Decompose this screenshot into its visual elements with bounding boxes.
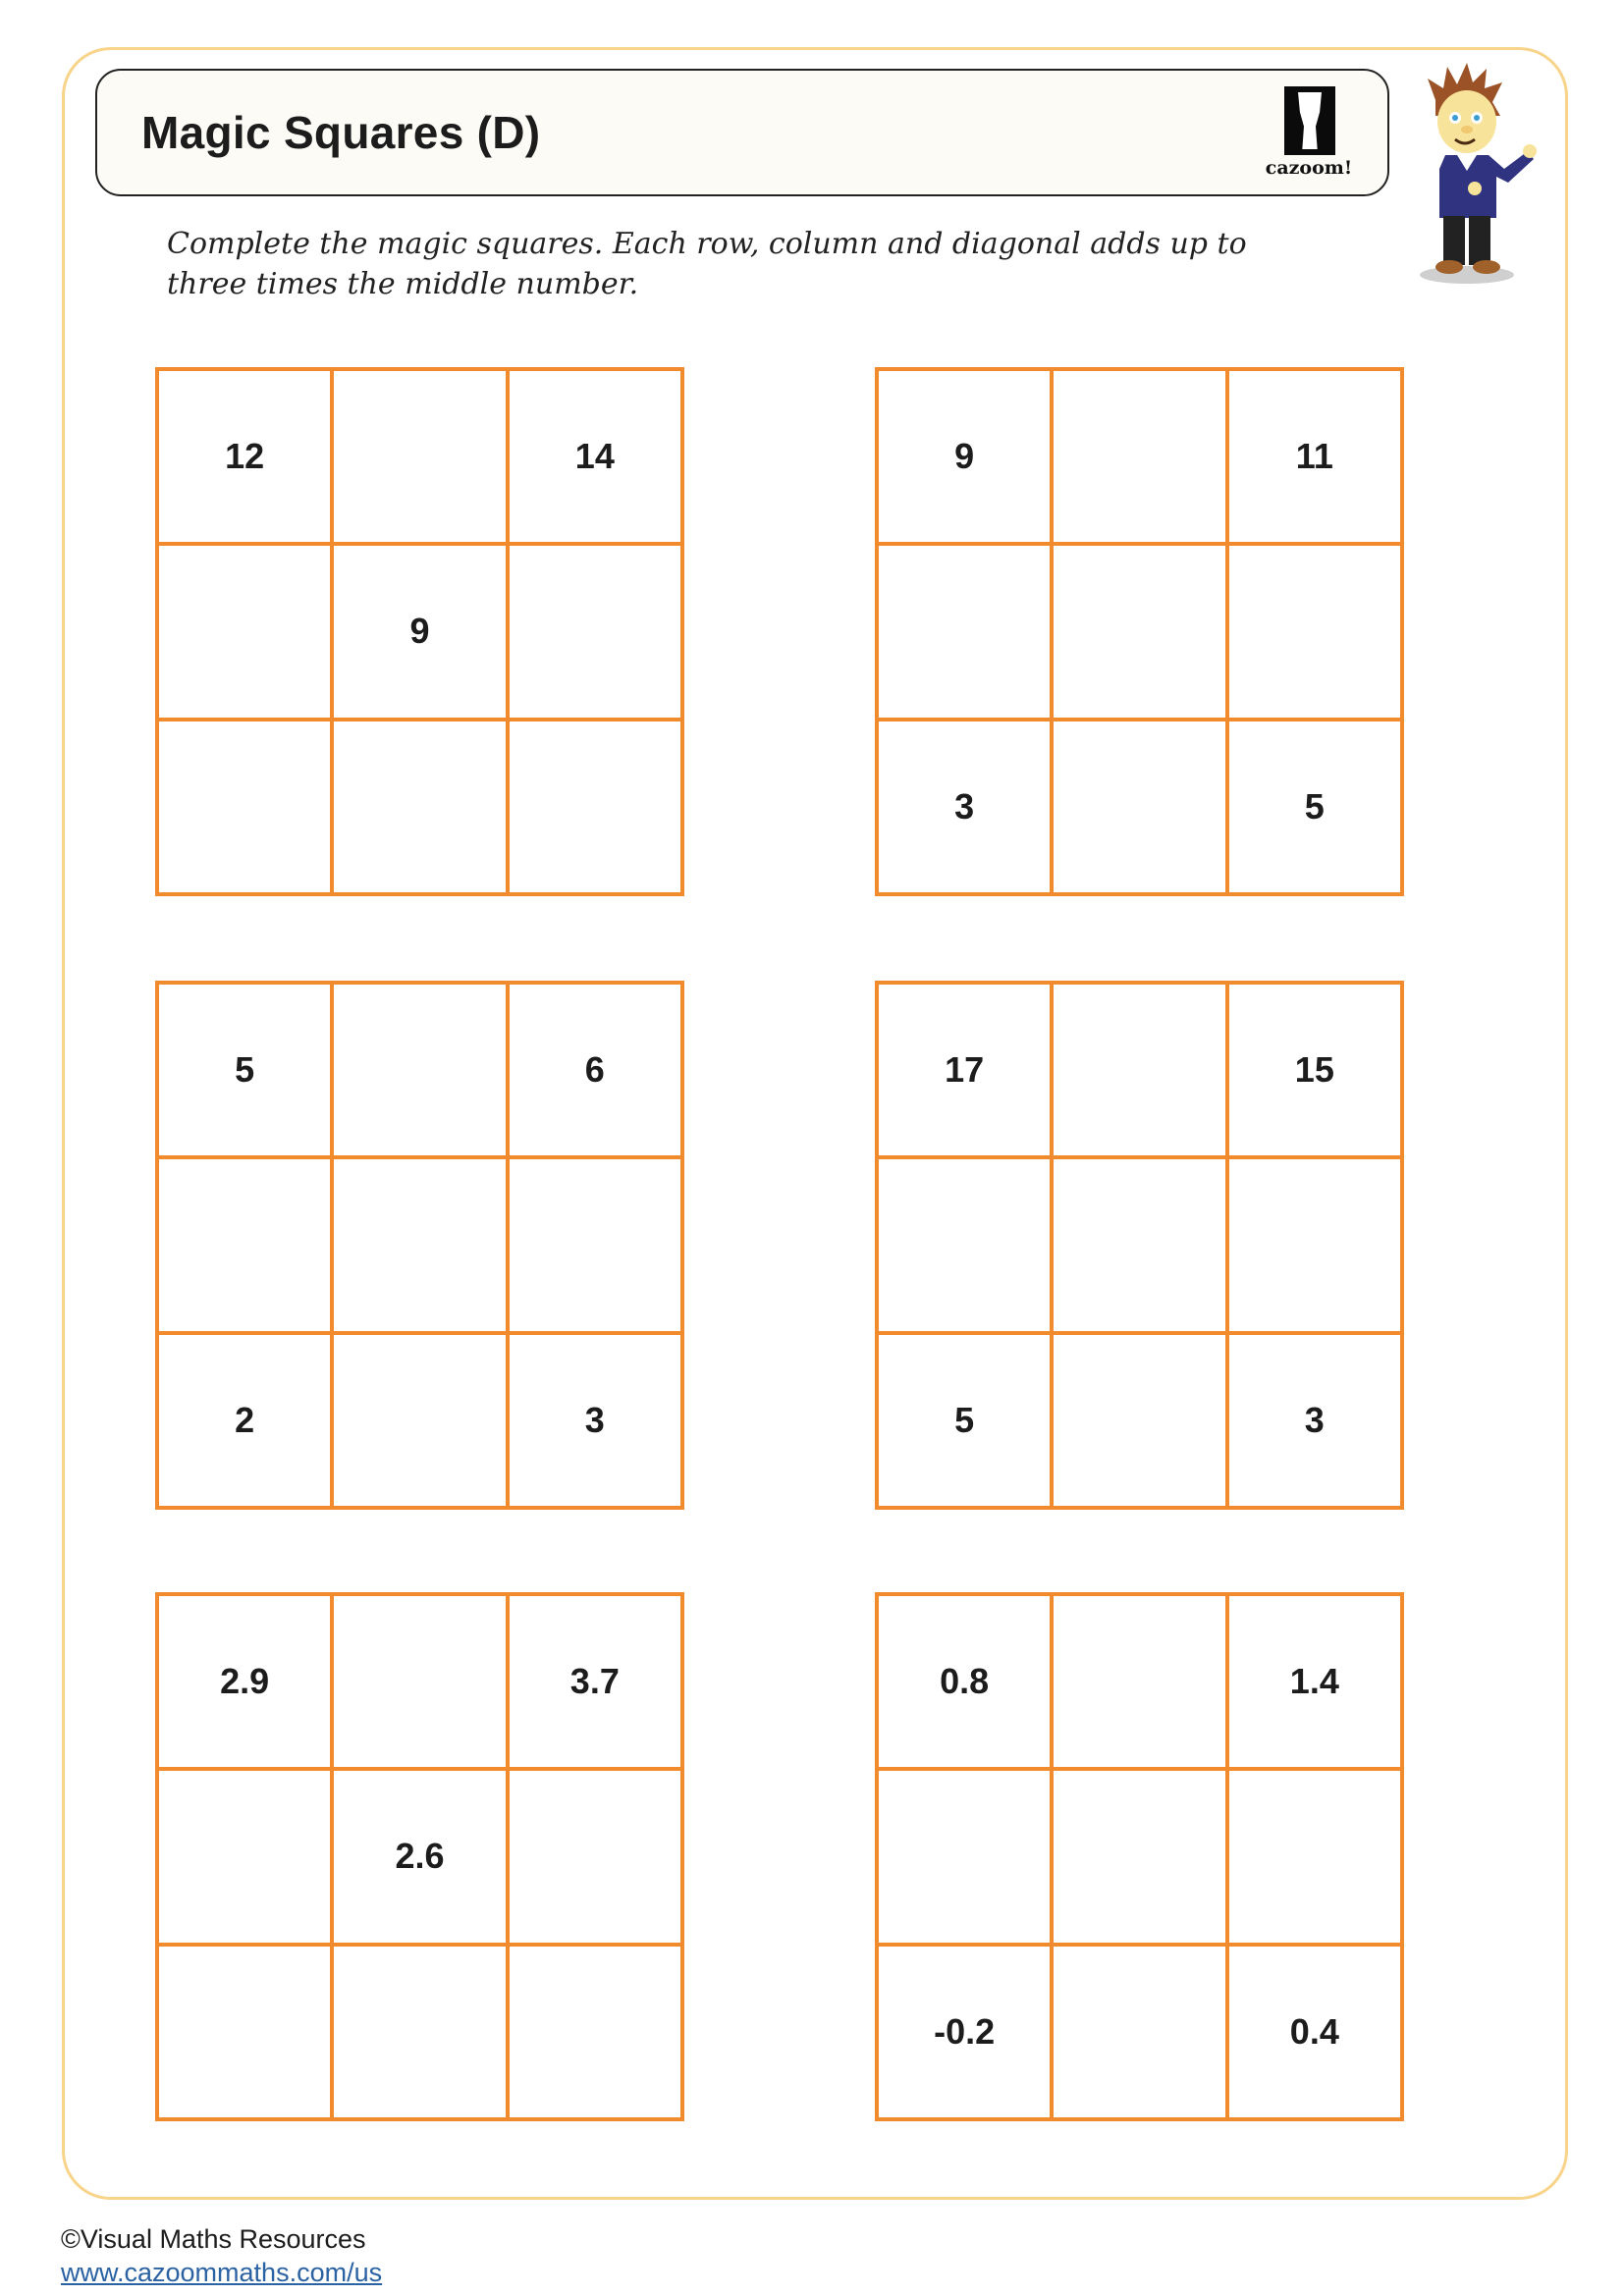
grid-cell[interactable] — [508, 1769, 682, 1944]
grid-cell[interactable] — [1052, 983, 1226, 1157]
grid-cell[interactable] — [1052, 1769, 1226, 1944]
grid-cell[interactable] — [508, 1945, 682, 2119]
grid-cell[interactable] — [157, 720, 332, 894]
drum-icon — [1284, 86, 1335, 155]
grid-cell[interactable] — [1052, 1333, 1226, 1508]
grid-cell[interactable] — [332, 983, 507, 1157]
grid-cell[interactable] — [332, 1157, 507, 1332]
grid-cell[interactable]: 0.4 — [1227, 1945, 1402, 2119]
grid-cell[interactable]: -0.2 — [877, 1945, 1052, 2119]
grid-cell[interactable] — [1052, 544, 1226, 719]
grid-cell[interactable] — [508, 1157, 682, 1332]
magic-square-1 — [155, 367, 684, 896]
grid-cell[interactable] — [1052, 1945, 1226, 2119]
grid-cell[interactable] — [332, 1594, 507, 1769]
grid-cell[interactable] — [508, 544, 682, 719]
grid-cell[interactable]: 2.9 — [157, 1594, 332, 1769]
grid-cell[interactable]: 2 — [157, 1333, 332, 1508]
grid-cell[interactable] — [157, 1945, 332, 2119]
grid-cell[interactable] — [157, 1769, 332, 1944]
page-title: Magic Squares (D) — [141, 107, 541, 158]
grid-cell[interactable]: 3 — [1227, 1333, 1402, 1508]
instructions-text: Complete the magic squares. Each row, column and diagonal adds up to three times the middle number. — [167, 227, 1247, 301]
grid-cell[interactable] — [1052, 1594, 1226, 1769]
title-banner — [95, 69, 1389, 196]
magic-square-2 — [875, 367, 1404, 896]
grid-cell[interactable]: 12 — [157, 369, 332, 544]
grid-cell[interactable] — [1227, 544, 1402, 719]
website-link[interactable]: www.cazoommaths.com/us — [61, 2258, 383, 2287]
grid-cell[interactable]: 14 — [508, 369, 682, 544]
grid-cell[interactable] — [877, 1157, 1052, 1332]
grid-cell[interactable] — [1052, 369, 1226, 544]
grid-cell[interactable]: 5 — [157, 983, 332, 1157]
grid-cell[interactable]: 2.6 — [332, 1769, 507, 1944]
grid-cell[interactable] — [332, 1945, 507, 2119]
grid-cell[interactable]: 5 — [1227, 720, 1402, 894]
grid-cell[interactable] — [1227, 1769, 1402, 1944]
grid-cell[interactable]: 3 — [877, 720, 1052, 894]
grid-cell[interactable] — [877, 544, 1052, 719]
cazoom-logo — [1264, 86, 1354, 185]
magic-square-6 — [875, 1592, 1404, 2121]
grid-cell[interactable]: 9 — [877, 369, 1052, 544]
grid-cell[interactable] — [157, 1157, 332, 1332]
grid-cell[interactable] — [157, 544, 332, 719]
magic-square-3 — [155, 981, 684, 1510]
grid-cell[interactable]: 5 — [877, 1333, 1052, 1508]
grid-cell[interactable]: 11 — [1227, 369, 1402, 544]
grid-cell[interactable] — [1227, 1157, 1402, 1332]
grid-cell[interactable] — [332, 1333, 507, 1508]
grid-cell[interactable] — [1052, 1157, 1226, 1332]
grid-cell[interactable] — [332, 369, 507, 544]
mascot-boy-illustration — [1406, 61, 1543, 287]
grid-cell[interactable] — [508, 720, 682, 894]
grid-cell[interactable]: 3 — [508, 1333, 682, 1508]
magic-square-5 — [155, 1592, 684, 2121]
grid-cell[interactable]: 1.4 — [1227, 1594, 1402, 1769]
grid-cell[interactable] — [1052, 720, 1226, 894]
copyright-text: ©Visual Maths Resources — [61, 2224, 366, 2254]
grid-cell[interactable]: 6 — [508, 983, 682, 1157]
grid-cell[interactable]: 3.7 — [508, 1594, 682, 1769]
grid-cell[interactable]: 15 — [1227, 983, 1402, 1157]
grid-cell[interactable]: 9 — [332, 544, 507, 719]
grid-cell[interactable]: 0.8 — [877, 1594, 1052, 1769]
logo-text: cazoom! — [1265, 157, 1353, 179]
grid-cell[interactable]: 17 — [877, 983, 1052, 1157]
grid-cell[interactable] — [877, 1769, 1052, 1944]
grid-cell[interactable] — [332, 720, 507, 894]
magic-square-4 — [875, 981, 1404, 1510]
